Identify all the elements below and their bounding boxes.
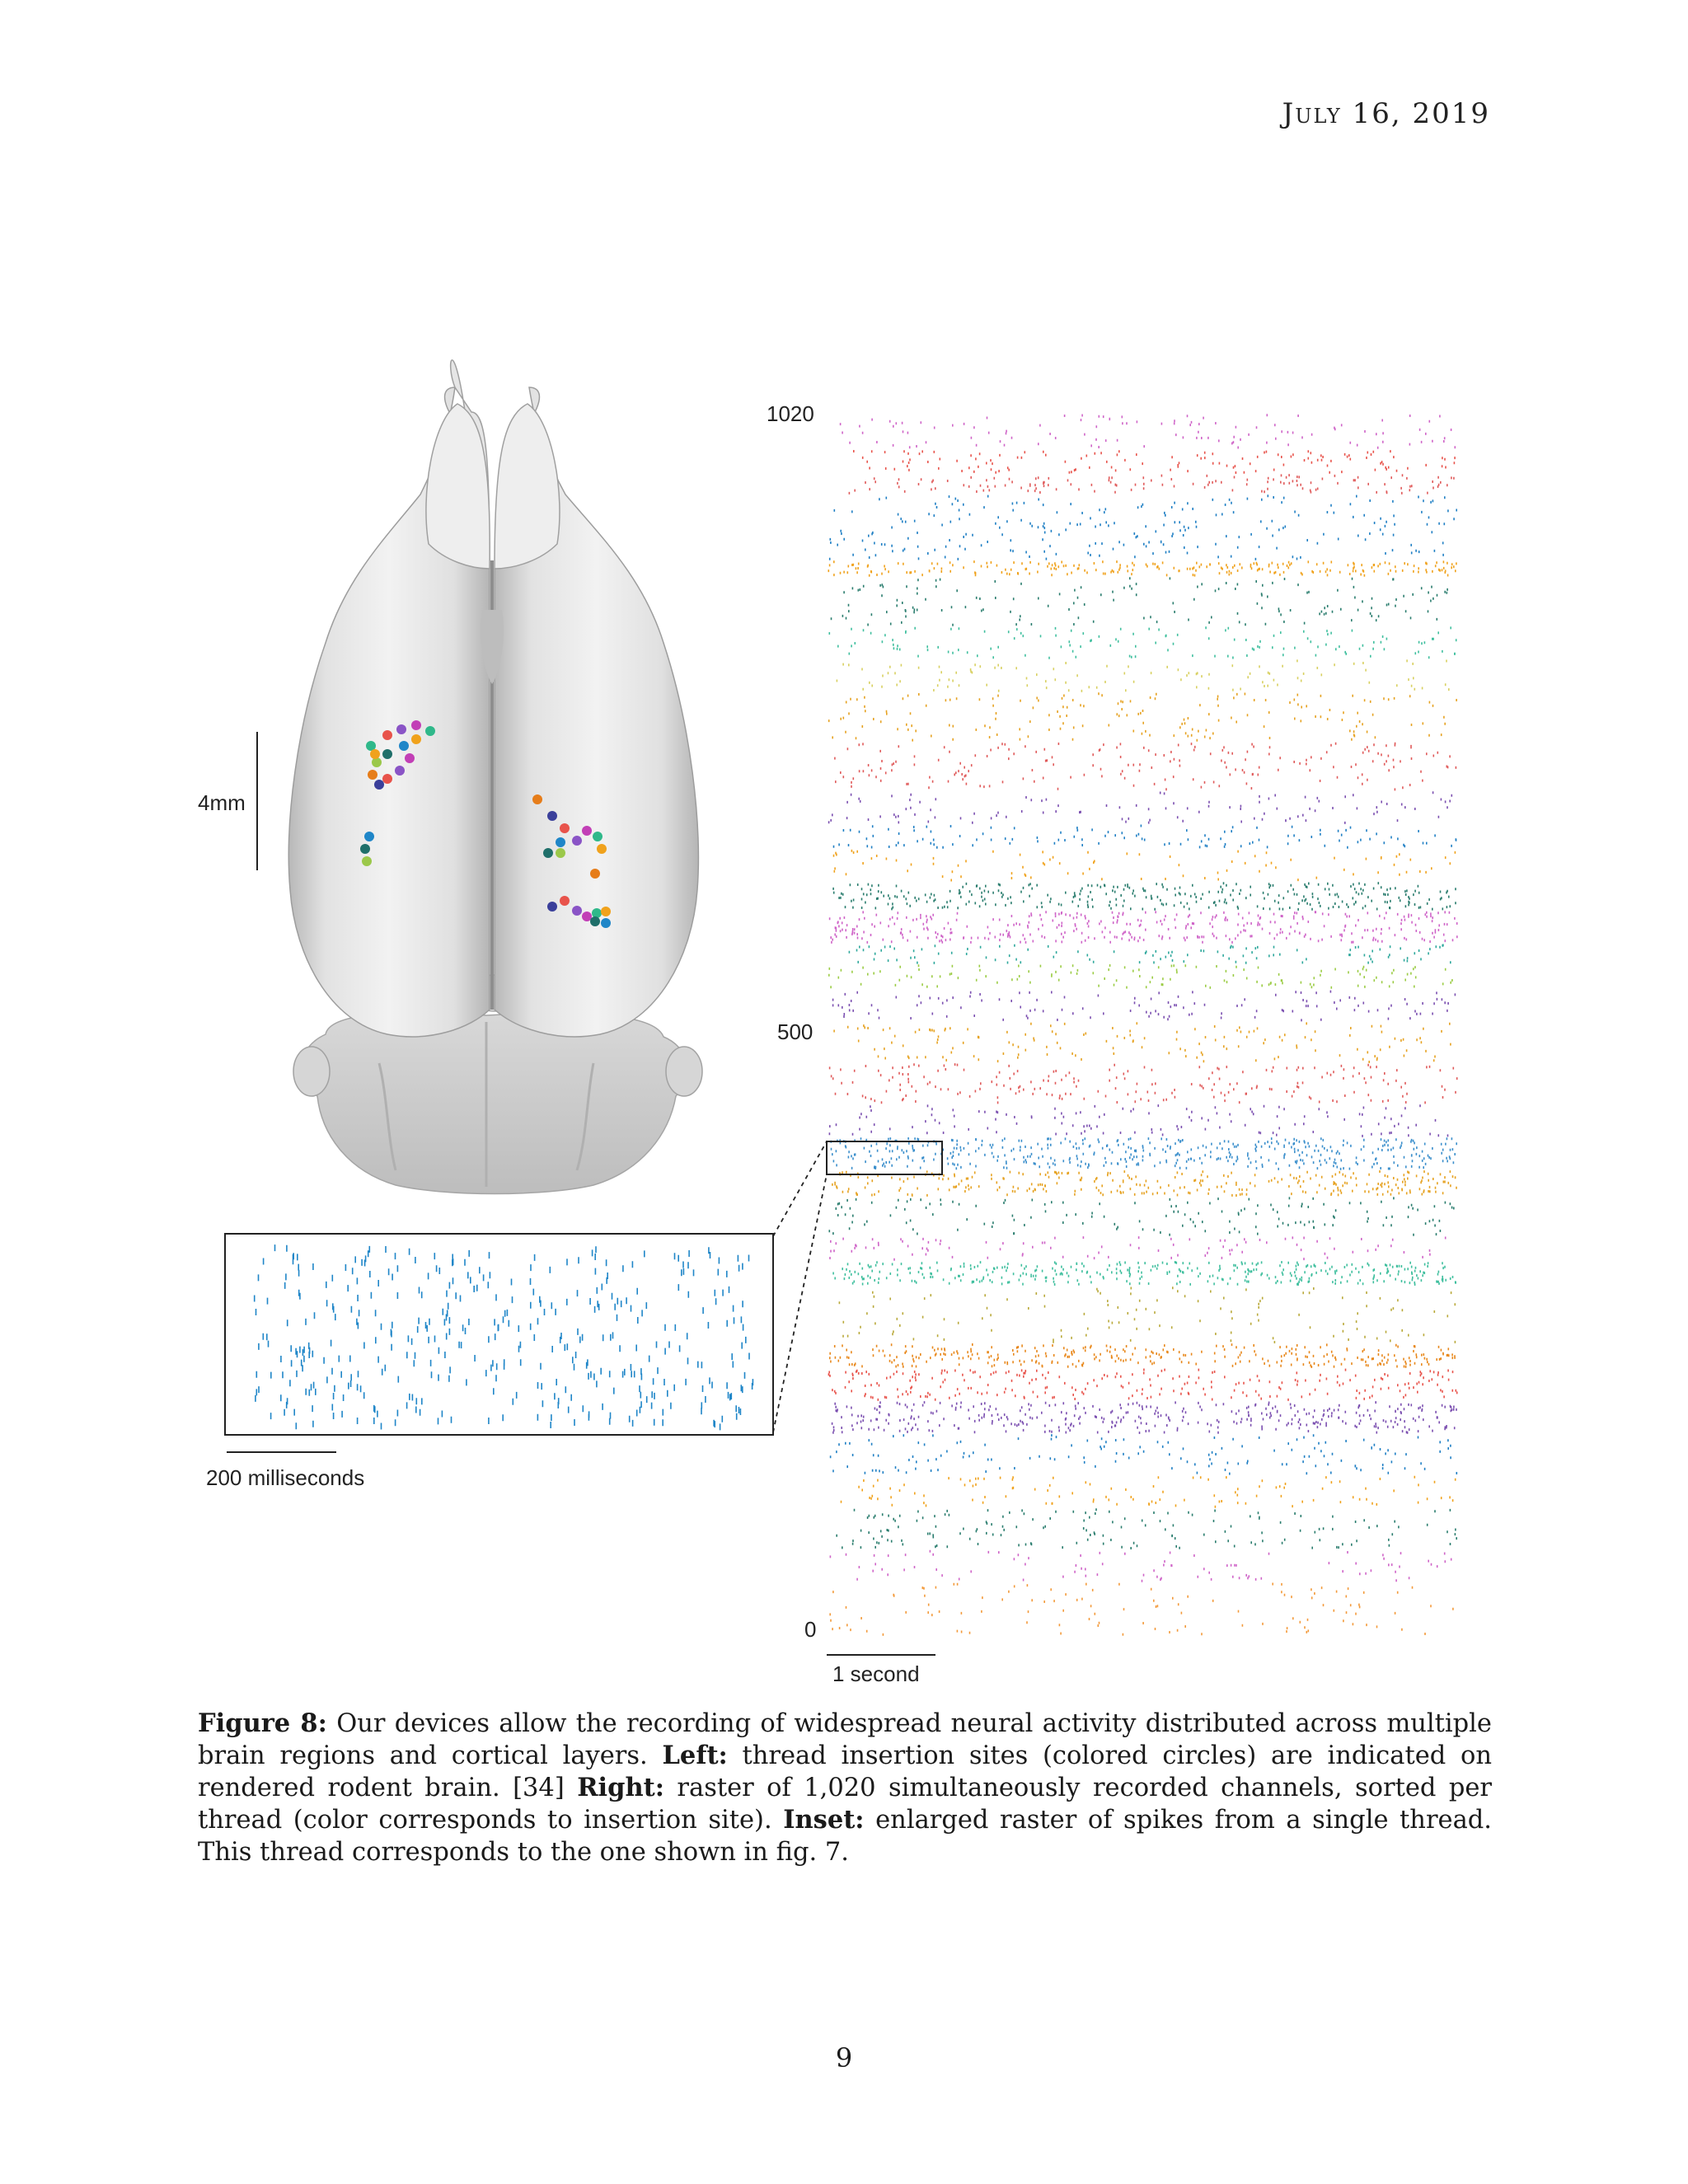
- insertion-site-dot: [411, 720, 421, 730]
- raster-spikes: [829, 1104, 1447, 1137]
- caption-intro: Our devices allow the recording of widespread neural activity distributed across multiple brain regions and cortical layers.: [198, 1709, 1492, 1770]
- raster-thread-band: [829, 1197, 1454, 1235]
- raster-thread-band: [830, 1063, 1457, 1104]
- insertion-site-dot: [360, 844, 370, 854]
- insertion-site-dot: [399, 741, 409, 751]
- insertion-site-dot: [590, 916, 600, 926]
- insertion-site-dot: [370, 749, 380, 759]
- raster-thread-band: [830, 494, 1456, 560]
- raster-spikes: [833, 882, 1456, 911]
- raster-thread-band: [834, 1022, 1451, 1063]
- raster-spikes: [829, 1197, 1454, 1235]
- insertion-site-dot: [547, 902, 557, 912]
- insertion-site-dot: [532, 794, 542, 804]
- raster-thread-band: [833, 991, 1456, 1022]
- insertion-site-dot: [556, 837, 565, 847]
- raster-thread-band: [841, 414, 1456, 449]
- raster-thread-band: [849, 944, 1450, 964]
- raster-spikes: [834, 825, 1456, 849]
- raster-spikes: [837, 659, 1448, 692]
- raster-thread-band: [828, 1369, 1456, 1401]
- right-olfactory-bulb: [495, 404, 560, 569]
- insertion-site-dot: [411, 734, 421, 744]
- raster-thread-band: [849, 474, 1454, 494]
- insertion-site-dot: [597, 844, 607, 854]
- raster-spikes: [849, 944, 1450, 964]
- raster-ytick-0: 0: [804, 1617, 817, 1642]
- insertion-site-dot: [547, 811, 557, 821]
- insertion-site-dot: [382, 774, 392, 784]
- raster-thread-band: [839, 1286, 1455, 1343]
- zoom-connector-top: [773, 1141, 827, 1236]
- raster-thread-band: [829, 964, 1452, 989]
- figure-caption: [198, 1708, 1492, 1868]
- caption-left-label: Left:: [662, 1741, 728, 1770]
- page-header-date: July 16, 2019: [1282, 97, 1490, 130]
- insertion-site-dot: [395, 766, 405, 776]
- raster-thread-band: [832, 1401, 1456, 1434]
- insertion-site-dot: [592, 908, 602, 918]
- raster-thread-band: [837, 1508, 1456, 1549]
- raster-thread-band: [830, 1236, 1446, 1261]
- raster-thread-band: [854, 450, 1455, 474]
- raster-spikes: [828, 560, 1456, 577]
- raster-spikes: [833, 991, 1456, 1022]
- raster-spikes: [842, 1476, 1456, 1508]
- inset-highlight-box: [827, 1141, 942, 1174]
- raster-thread-band: [832, 577, 1448, 626]
- raster-spikes: [830, 1550, 1451, 1582]
- insertion-site-dot: [582, 826, 592, 836]
- raster-spikes: [830, 1343, 1455, 1368]
- raster-spikes: [830, 1236, 1446, 1261]
- insertion-site-dot: [425, 726, 435, 736]
- raster-spikes: [854, 450, 1455, 474]
- insertion-site-dot: [382, 749, 392, 759]
- raster-scale-label: 1 second: [832, 1661, 920, 1686]
- raster-thread-band: [829, 626, 1456, 658]
- caption-left-text: thread insertion sites (colored circles) are indicated on rendered rodent brain. [34]: [198, 1741, 1493, 1802]
- insertion-site-dot: [396, 724, 406, 734]
- caption-figure-label: Figure 8:: [198, 1708, 327, 1738]
- raster-spikes: [830, 494, 1456, 560]
- caption-inset-label: Inset:: [783, 1805, 865, 1835]
- raster-spikes: [829, 791, 1452, 824]
- insertion-site-dot: [572, 836, 582, 846]
- raster-thread-band: [833, 1261, 1456, 1286]
- raster-spikes: [829, 626, 1456, 658]
- raster-spikes: [834, 850, 1456, 882]
- raster-thread-band: [830, 1583, 1453, 1636]
- insertion-site-dot: [593, 832, 603, 841]
- raster-thread-band: [830, 1550, 1451, 1582]
- insertion-site-dot: [560, 823, 570, 833]
- zoom-connector-bottom: [773, 1174, 827, 1432]
- insertion-site-dot: [572, 906, 582, 916]
- raster-thread-band: [829, 1104, 1447, 1137]
- brain-scale-label: 4mm: [198, 790, 246, 815]
- raster-thread-band: [834, 850, 1456, 882]
- raster-spikes: [829, 964, 1452, 989]
- inset-scale-label: 200 milliseconds: [206, 1465, 365, 1490]
- insertion-site-dot: [374, 780, 384, 790]
- insertion-site-dot: [372, 757, 382, 767]
- raster-thread-band: [828, 560, 1456, 577]
- insertion-site-dot: [556, 848, 565, 858]
- raster-spikes: [831, 1434, 1457, 1475]
- raster-spikes: [830, 1583, 1453, 1636]
- insertion-site-dot: [590, 869, 600, 879]
- raster-spikes: [841, 414, 1456, 449]
- insertion-site-dot: [601, 918, 611, 928]
- inset-frame: [225, 1234, 773, 1435]
- insertion-site-dot: [364, 832, 374, 841]
- raster-thread-band: [829, 692, 1456, 742]
- raster-thread-band: [830, 911, 1457, 944]
- caption-right-text: raster of 1,020 simultaneously recorded channels, sorted per thread (color corresponds to insertion site).: [198, 1774, 1492, 1835]
- caption-inset-text: enlarged raster of spikes from a single thread. This thread corresponds to the one shown in fig. 7.: [198, 1806, 1492, 1867]
- raster-spikes: [833, 1261, 1456, 1286]
- insertion-site-dot: [362, 856, 372, 866]
- raster-spikes: [835, 743, 1456, 791]
- insertion-site-dot: [405, 753, 415, 763]
- raster-spikes: [830, 911, 1457, 944]
- raster-thread-band: [837, 659, 1448, 692]
- insertion-site-dot: [543, 848, 553, 858]
- insertion-site-dot: [368, 770, 377, 780]
- raster-spikes: [849, 474, 1454, 494]
- cerebellum: [302, 1013, 687, 1193]
- raster-spikes: [837, 1508, 1456, 1549]
- insertion-site-dot: [582, 912, 592, 921]
- raster-plot: [828, 414, 1457, 1636]
- raster-spikes: [829, 692, 1456, 742]
- raster-thread-band: [831, 1434, 1457, 1475]
- insertion-site-dot: [382, 730, 392, 740]
- raster-ytick-1020: 1020: [767, 401, 814, 426]
- insertion-site-dot: [560, 896, 570, 906]
- raster-thread-band: [835, 743, 1456, 791]
- raster-spikes: [832, 577, 1448, 626]
- rodent-brain-render: [288, 360, 702, 1194]
- raster-spikes: [834, 1022, 1451, 1063]
- raster-thread-band: [830, 1343, 1455, 1368]
- raster-thread-band: [834, 825, 1456, 849]
- raster-spikes: [839, 1286, 1455, 1343]
- raster-thread-band: [842, 1476, 1456, 1508]
- raster-thread-band: [833, 882, 1456, 911]
- raster-spikes: [828, 1369, 1456, 1401]
- raster-ytick-500: 500: [777, 1019, 814, 1044]
- raster-spikes: [832, 1401, 1456, 1434]
- caption-right-label: Right:: [577, 1773, 664, 1802]
- raster-thread-band: [829, 791, 1452, 824]
- raster-spikes: [830, 1063, 1457, 1104]
- page-number: 9: [835, 2042, 853, 2074]
- insertion-site-dot: [601, 907, 611, 916]
